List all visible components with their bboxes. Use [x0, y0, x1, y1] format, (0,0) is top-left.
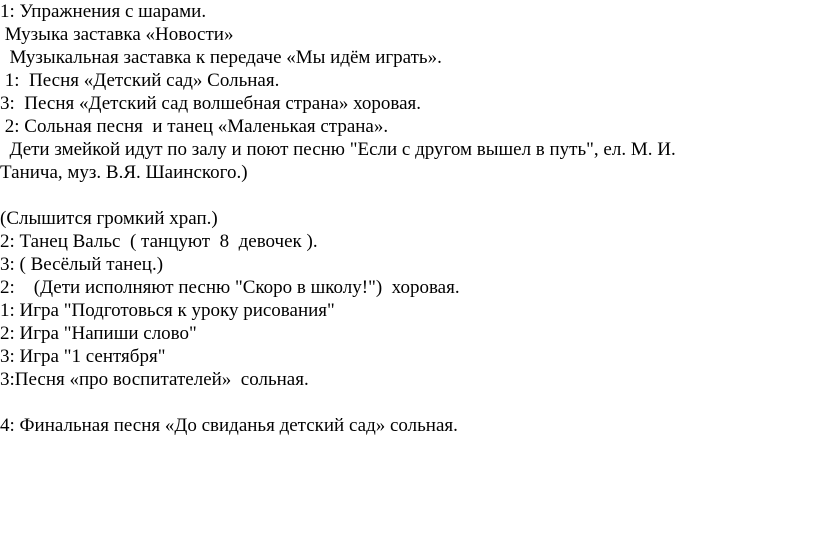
text-line-14: 2: Игра "Напиши слово" — [0, 323, 197, 344]
text-line-8: Танича, муз. В.Я. Шаинского.) — [0, 162, 248, 183]
text-line-17: 4: Финальная песня «До свиданья детский сад» сольная. — [0, 415, 458, 436]
text-line-13: 1: Игра "Подготовься к уроку рисования" — [0, 300, 335, 321]
text-line-11: 3: ( Весёлый танец.) — [0, 254, 164, 275]
text-line-16: 3:Песня «про воспитателей» сольная. — [0, 369, 309, 390]
text-line-1: 1: Упражнения с шарами. — [0, 1, 207, 22]
text-line-12: 2: (Дети исполняют песню "Скоро в школу!") хоровая. — [0, 277, 460, 298]
text-line-4: 1: Песня «Детский сад» Сольная. — [0, 70, 280, 91]
text-line-7: Дети змейкой идут по залу и поют песню "Если с другом вышел в путь", ел. М. И. — [0, 139, 676, 160]
text-line-9: (Слышится громкий храп.) — [0, 208, 218, 229]
text-line-2: Музыка заставка «Новости» — [0, 24, 234, 45]
text-line-5: 3: Песня «Детский сад волшебная страна» хоровая. — [0, 93, 421, 114]
text-line-3: Музыкальная заставка к передаче «Мы идём играть». — [0, 47, 442, 68]
text-line-15: 3: Игра "1 сентября" — [0, 346, 166, 367]
text-line-10: 2: Танец Вальс ( танцуют 8 девочек ). — [0, 231, 318, 252]
text-line-6: 2: Сольная песня и танец «Маленькая страна». — [0, 116, 389, 137]
